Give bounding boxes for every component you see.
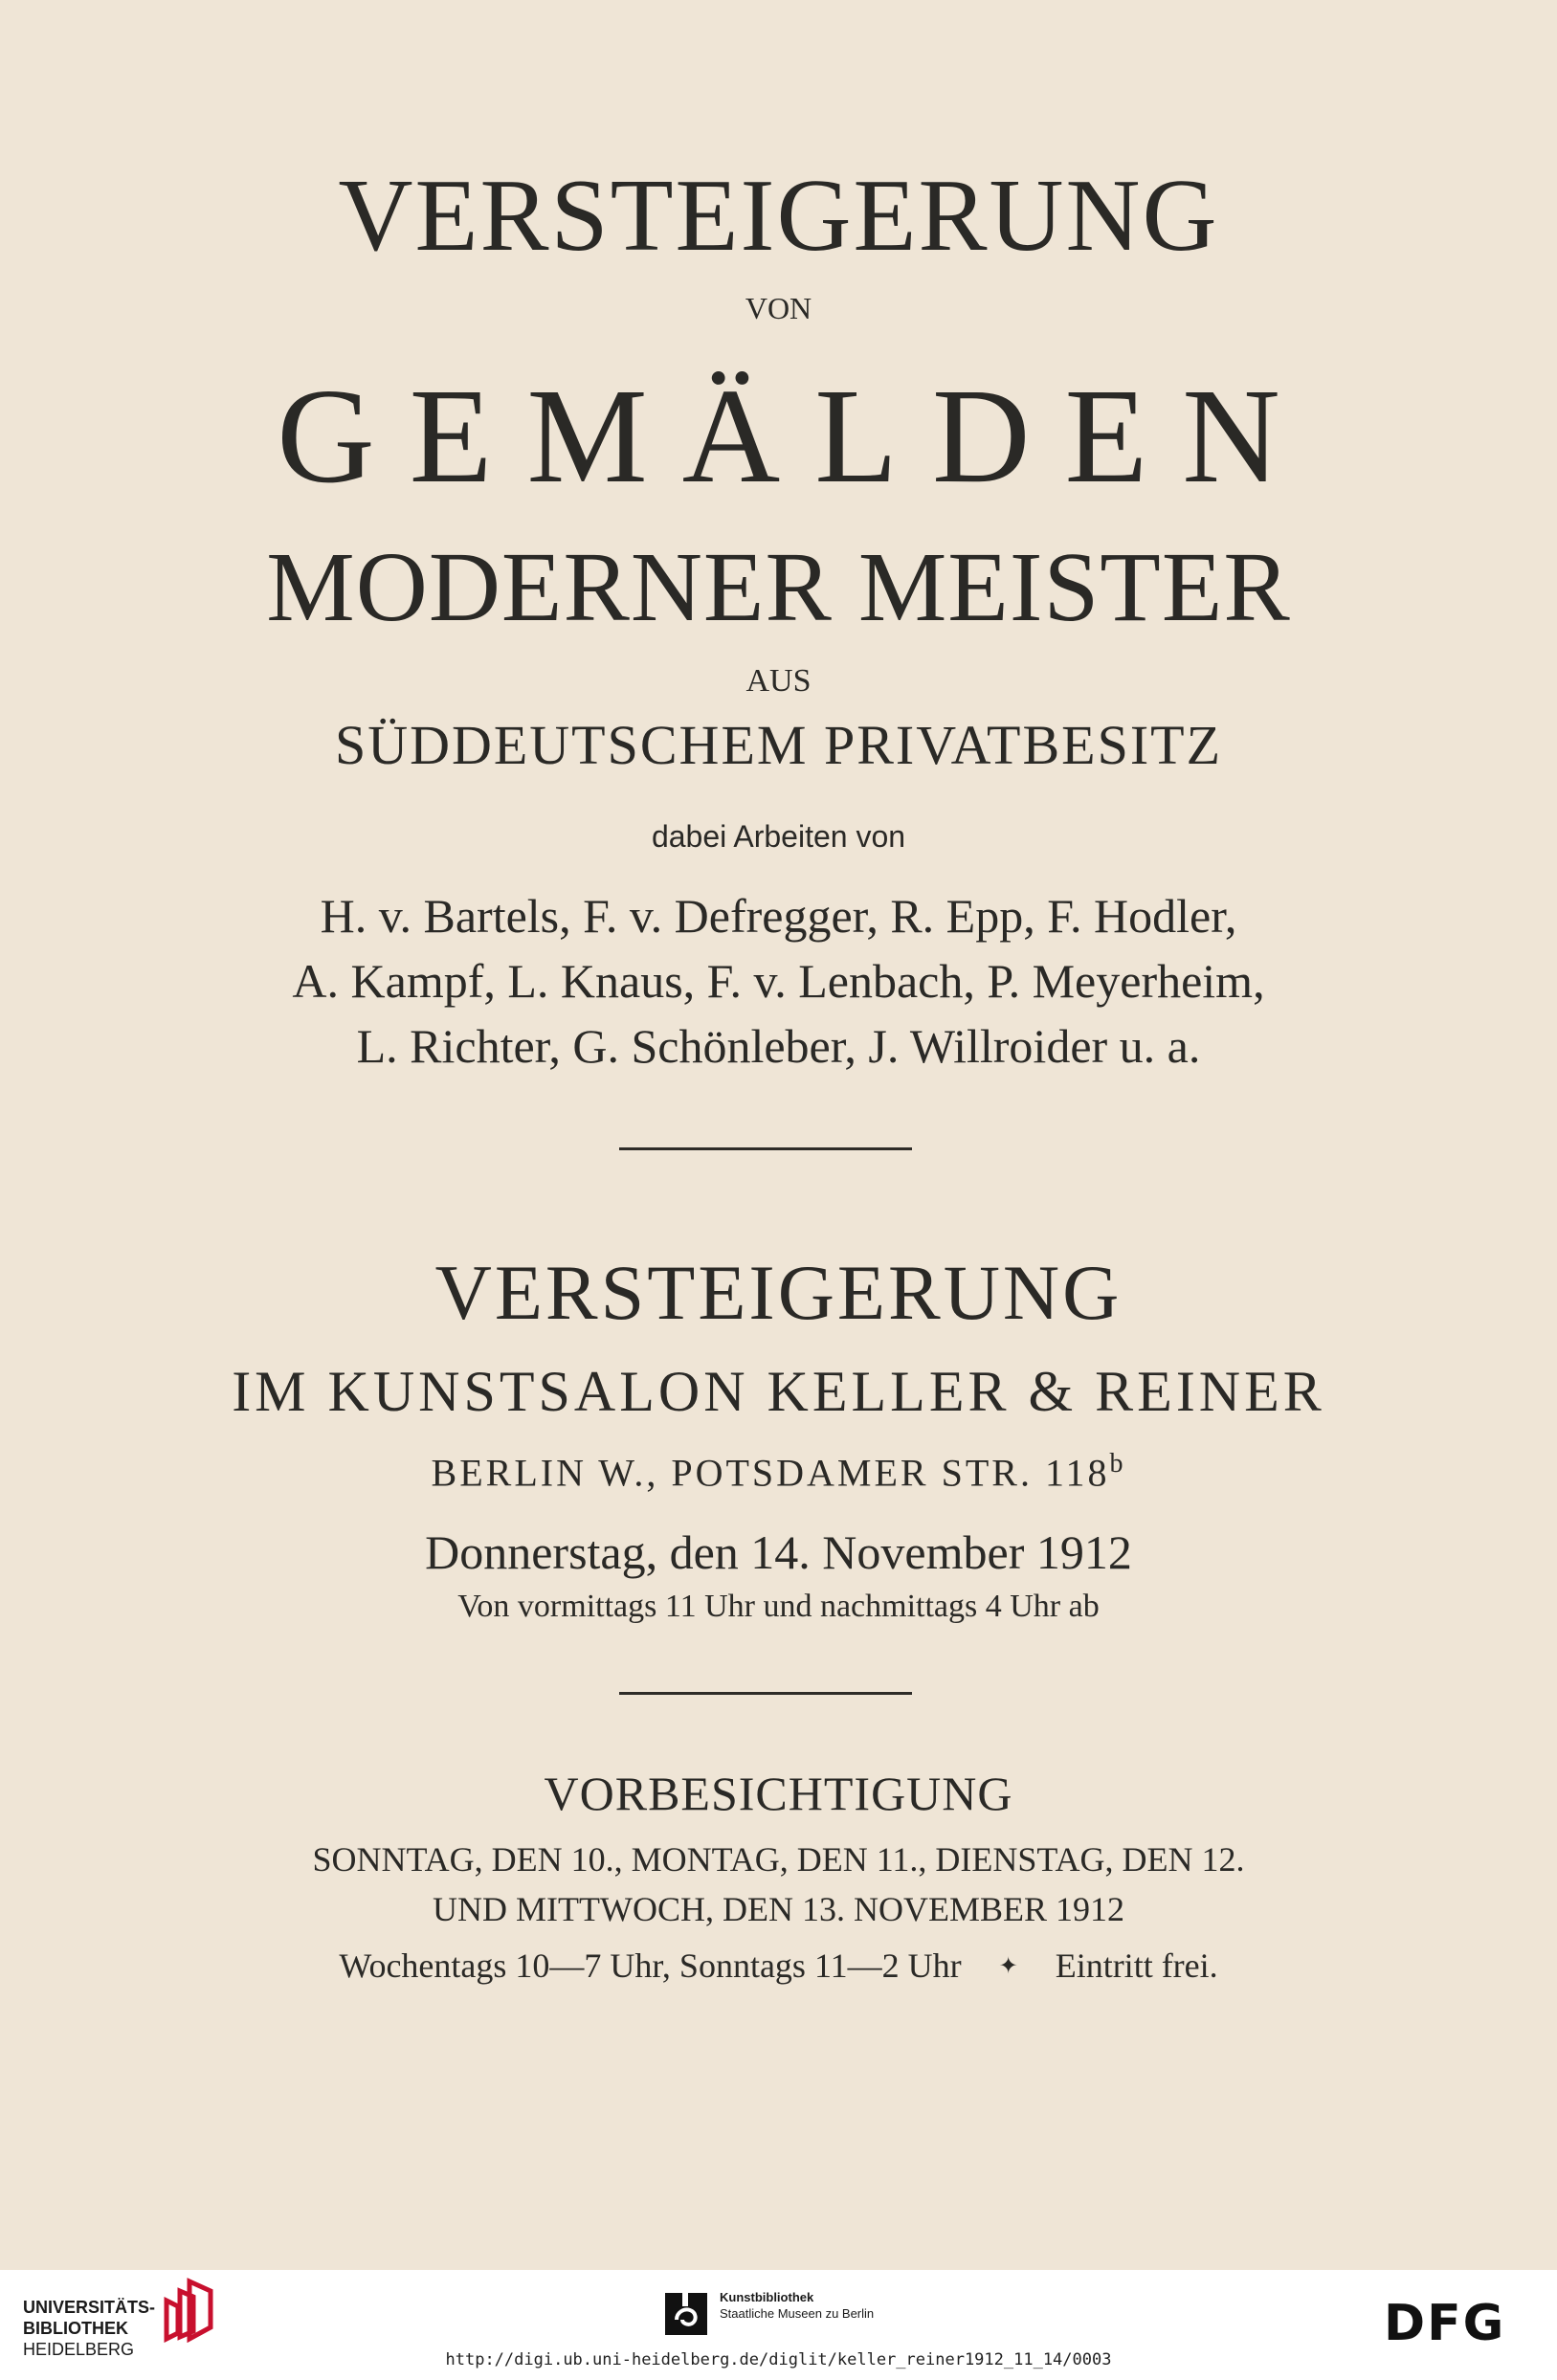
title-aus: AUS: [745, 663, 812, 699]
ub-heidelberg-logo-icon: [161, 2278, 214, 2343]
artists-intro: dabei Arbeiten von: [651, 819, 906, 854]
auction-heading: VERSTEIGERUNG: [434, 1249, 1123, 1336]
entry-free: Eintritt frei.: [1055, 1946, 1218, 1985]
auction-address: [0, 1449, 1557, 1495]
kb-line-2: Staatliche Museen zu Berlin: [720, 2306, 875, 2321]
auction-times: Von vormittags 11 Uhr und nachmittags 4 Uhr ab: [457, 1589, 1100, 1624]
dfg-logo: DFG: [1384, 2295, 1506, 2352]
preview-hours: Wochentags 10—7 Uhr, Sonntags 11—2 Uhr: [339, 1946, 962, 1985]
title-gemaelden: GEMÄLDEN: [277, 360, 1315, 511]
divider-1: [619, 1147, 912, 1150]
artists-line-2: A. Kampf, L. Knaus, F. v. Lenbach, P. Meyerheim,: [292, 954, 1265, 1008]
title-von: VON: [745, 291, 812, 325]
kb-line-1: Kunstbibliothek: [720, 2290, 814, 2304]
artists-line-3: L. Richter, G. Schönleber, J. Willroider u. a.: [356, 1019, 1201, 1073]
kunstbibliothek-label: [720, 2289, 874, 2322]
ornament-icon: ✦: [998, 1954, 1018, 1979]
kunstbibliothek-logo-icon: [663, 2291, 709, 2337]
title-provenance: SÜDDEUTSCHEM PRIVATBESITZ: [334, 714, 1223, 776]
artists-line-1: H. v. Bartels, F. v. Defregger, R. Epp, F. Hodler,: [320, 889, 1237, 943]
preview-days-2: UND MITTWOCH, DEN 13. NOVEMBER 1912: [433, 1890, 1124, 1928]
auction-venue: IM KUNSTSALON KELLER & REINER: [232, 1360, 1325, 1423]
divider-2: [619, 1692, 912, 1695]
title-versteigerung: VERSTEIGERUNG: [338, 159, 1219, 273]
preview-days-1: SONNTAG, DEN 10., MONTAG, DEN 11., DIENSTAG, DEN 12.: [312, 1840, 1245, 1879]
preview-hours-row: [0, 1948, 1557, 1983]
ub-line-1: UNIVERSITÄTS-: [23, 2298, 156, 2317]
source-url-link[interactable]: http://digi.ub.uni-heidelberg.de/diglit/keller_reiner1912_11_14/0003: [445, 2350, 1112, 2369]
auction-date: Donnerstag, den 14. November 1912: [425, 1525, 1132, 1579]
address-superscript: b: [1109, 1449, 1126, 1479]
address-text: BERLIN W., POTSDAMER STR. 118: [431, 1451, 1110, 1495]
title-moderner-meister: MODERNER MEISTER: [266, 532, 1291, 642]
preview-heading: VORBESICHTIGUNG: [544, 1767, 1013, 1820]
ub-line-2: BIBLIOTHEK: [23, 2319, 128, 2338]
ub-line-3: HEIDELBERG: [23, 2340, 135, 2359]
